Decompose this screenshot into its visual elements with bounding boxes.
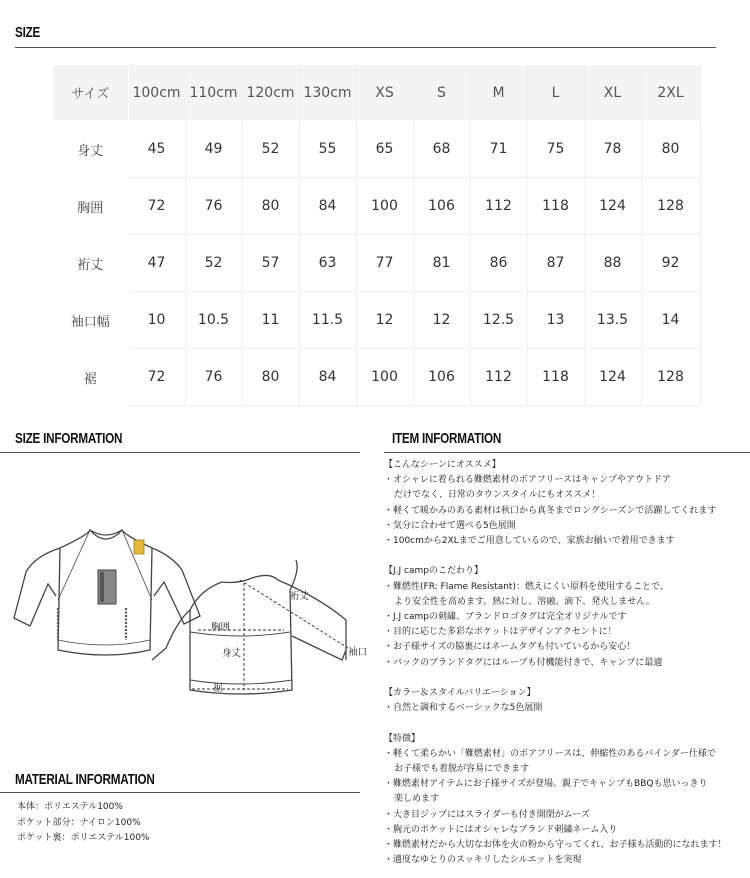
back-waist-band [190,632,290,636]
item-info-line: お子様でも着脱が容易にできます [394,764,530,775]
size-value-cell: 45 [128,121,185,178]
size-value-cell: 68 [413,121,470,178]
item-info-line: ・難燃素材だから大切なお体を火の粉から守ってくれ、お子様も活動的になれます！ [384,840,727,851]
size-header-cell: 120cm [242,65,299,121]
size-header-cell: L [527,65,584,121]
item-information-rule [384,452,750,453]
size-value-cell: 72 [128,178,185,235]
front-hem-band [58,640,150,645]
diagram-label-cuff: 袖口 [348,647,368,658]
material-line: ポケット部分：ナイロン100% [17,817,141,828]
size-value-cell: 76 [185,349,242,406]
item-info-line: ・難燃素材アイテムにお子様サイズが登場。親子でキャンプもBBQも思いっきり [384,779,708,790]
size-table-row [53,178,700,235]
size-table-row [53,349,700,406]
size-value-cell: 11.5 [299,292,356,349]
size-value-cell: 52 [185,235,242,292]
size-value-cell: 87 [527,235,584,292]
size-row-label: 袖口幅 [53,292,128,349]
front-right-sleeve [152,548,200,624]
diagram-label-length: 身丈 [222,648,242,659]
size-value-cell: 14 [641,292,700,349]
size-value-cell: 100 [356,178,413,235]
back-right-sleeve-bottom [292,636,346,660]
size-value-cell: 77 [356,235,413,292]
size-table-row [53,235,700,292]
size-value-cell: 10.5 [185,292,242,349]
back-view [152,560,346,694]
item-info-line: ・軽くて暖かみのある素材は秋口から真冬までロングシーズンで活躍してくれます [384,505,717,516]
item-info-line: ・お子様サイズの脇裏にはネームタグも付いているから安心！ [384,642,636,653]
item-info-line: ・目的に応じた多彩なポケットはデザインアクセントに！ [384,627,617,638]
size-value-cell: 80 [641,121,700,178]
size-value-cell: 55 [299,121,356,178]
front-left-sleeve [14,548,60,626]
size-header-label: サイズ [53,65,128,121]
item-info-line: 楽しめます [394,794,440,805]
size-table-row [53,292,700,349]
size-value-cell: 128 [641,349,700,406]
size-header-cell: 130cm [299,65,356,121]
size-value-cell: 75 [527,121,584,178]
item-info-line: ・J.J campの刺繍、ブランドロゴタグは完全オリジナルです [384,612,627,623]
size-value-cell: 118 [527,349,584,406]
size-value-cell: 76 [185,178,242,235]
size-value-cell: 78 [584,121,641,178]
size-value-cell: 11 [242,292,299,349]
size-value-cell: 100 [356,349,413,406]
size-row-label: 身丈 [53,121,128,178]
item-info-heading: 【カラー＆スタイルバリエーション】 [384,688,536,699]
size-value-cell: 80 [242,349,299,406]
diagram-label-hem: 裾 [213,683,223,694]
size-table-header-row [53,65,700,121]
size-value-cell: 49 [185,121,242,178]
front-logo-tag [134,540,144,554]
size-value-cell: 57 [242,235,299,292]
size-value-cell: 13.5 [584,292,641,349]
item-information-title: ITEM INFORMATION [392,430,502,447]
item-info-heading: 【こんなシーンにオススメ】 [384,460,501,470]
item-info-line: ・オシャレに着られる難燃素材のボアフリースはキャンプやアウトドア [384,475,671,486]
size-information-rule [0,452,360,453]
size-value-cell: 71 [470,121,527,178]
back-shoulder [190,582,222,610]
size-value-cell: 112 [470,349,527,406]
size-header-cell: 100cm [128,65,185,121]
item-info-line: より安全性を高めます。熱に対し、溶融、滴下、発火しません。 [394,596,655,607]
item-info-gap [384,671,746,686]
size-header-cell: M [470,65,527,121]
size-value-cell: 12 [413,292,470,349]
size-value-cell: 124 [584,178,641,235]
size-value-cell: 12.5 [470,292,527,349]
size-value-cell: 88 [584,235,641,292]
size-value-cell: 52 [242,121,299,178]
size-header-cell: S [413,65,470,121]
size-table-body [53,65,700,406]
size-value-cell: 124 [584,349,641,406]
diagram-label-sleeve: 裄丈 [290,591,310,602]
front-chest-pocket-zip [100,572,104,602]
back-collar [222,575,278,582]
size-value-cell: 80 [242,178,299,235]
size-header-cell: XS [356,65,413,121]
item-info-line: ・100cmから2XLまでご用意しているので、家族お揃いで着用できます [384,536,675,547]
size-information-title: SIZE INFORMATION [15,430,123,447]
item-info-line: ・適度なゆとりのスッキリしたシルエットを実現 [384,855,582,866]
item-info-heading: 【J.J campのこだわり】 [384,566,483,577]
item-info-gap [384,549,746,564]
size-header-cell: XL [584,65,641,121]
material-list [17,800,149,847]
item-info-line: ・難燃性(FR: Flame Resistant)：燃えにくい原料を使用することで、 [384,581,669,592]
size-value-cell: 86 [470,235,527,292]
size-value-cell: 63 [299,235,356,292]
garment-diagram [0,520,380,710]
size-value-cell: 118 [527,178,584,235]
item-info-heading: 【特徴】 [384,733,421,744]
size-value-cell: 72 [128,349,185,406]
material-information-rule [0,792,360,793]
size-value-cell: 106 [413,349,470,406]
size-value-cell: 12 [356,292,413,349]
diagram-label-chest: 胸囲 [211,622,231,633]
size-value-cell: 10 [128,292,185,349]
item-information-text [384,458,746,868]
size-section-title: SIZE [15,24,41,41]
size-value-cell: 84 [299,349,356,406]
item-info-line: ・大き目ジップにはスライダーも付き開閉がムーズ [384,809,590,820]
size-table [53,65,701,406]
material-line: ポケット裏：ポリエステル100% [17,833,150,843]
item-info-line: ・胸元のポケットにはオシャレなブランド刺繍ネーム入り [384,824,618,835]
item-info-line: ・バックのブランドタグにはループも付機能付きで、キャンプに最適 [384,657,663,668]
material-line: 本体：ポリエステル100% [17,802,123,812]
item-info-line: ・自然と調和するベーシックな5色展開 [384,703,543,714]
size-row-label: 裾 [53,349,128,406]
material-information-title: MATERIAL INFORMATION [15,771,155,788]
item-info-line: ・軽くて柔らかい「難燃素材」のボアフリースは、伸縮性のあるバインダー仕様で [384,748,716,759]
size-value-cell: 13 [527,292,584,349]
size-section-rule [15,47,716,48]
size-header-cell: 110cm [185,65,242,121]
back-hem-band [190,680,292,684]
size-value-cell: 84 [299,178,356,235]
size-row-label: 胸囲 [53,178,128,235]
size-value-cell: 92 [641,235,700,292]
size-value-cell: 81 [413,235,470,292]
size-value-cell: 106 [413,178,470,235]
size-table-row [53,121,700,178]
item-info-line: だけでなく、日常のタウンスタイルにもオススメ！ [394,490,601,501]
size-row-label: 裄丈 [53,235,128,292]
size-value-cell: 128 [641,178,700,235]
size-value-cell: 47 [128,235,185,292]
back-left-sleeve [152,610,190,660]
item-info-gap [384,716,746,731]
back-right-sleeve-top [278,580,346,620]
size-value-cell: 112 [470,178,527,235]
size-value-cell: 65 [356,121,413,178]
size-header-cell: 2XL [641,65,700,121]
item-info-line: ・気分に合わせて選べる5色展開 [384,520,516,531]
